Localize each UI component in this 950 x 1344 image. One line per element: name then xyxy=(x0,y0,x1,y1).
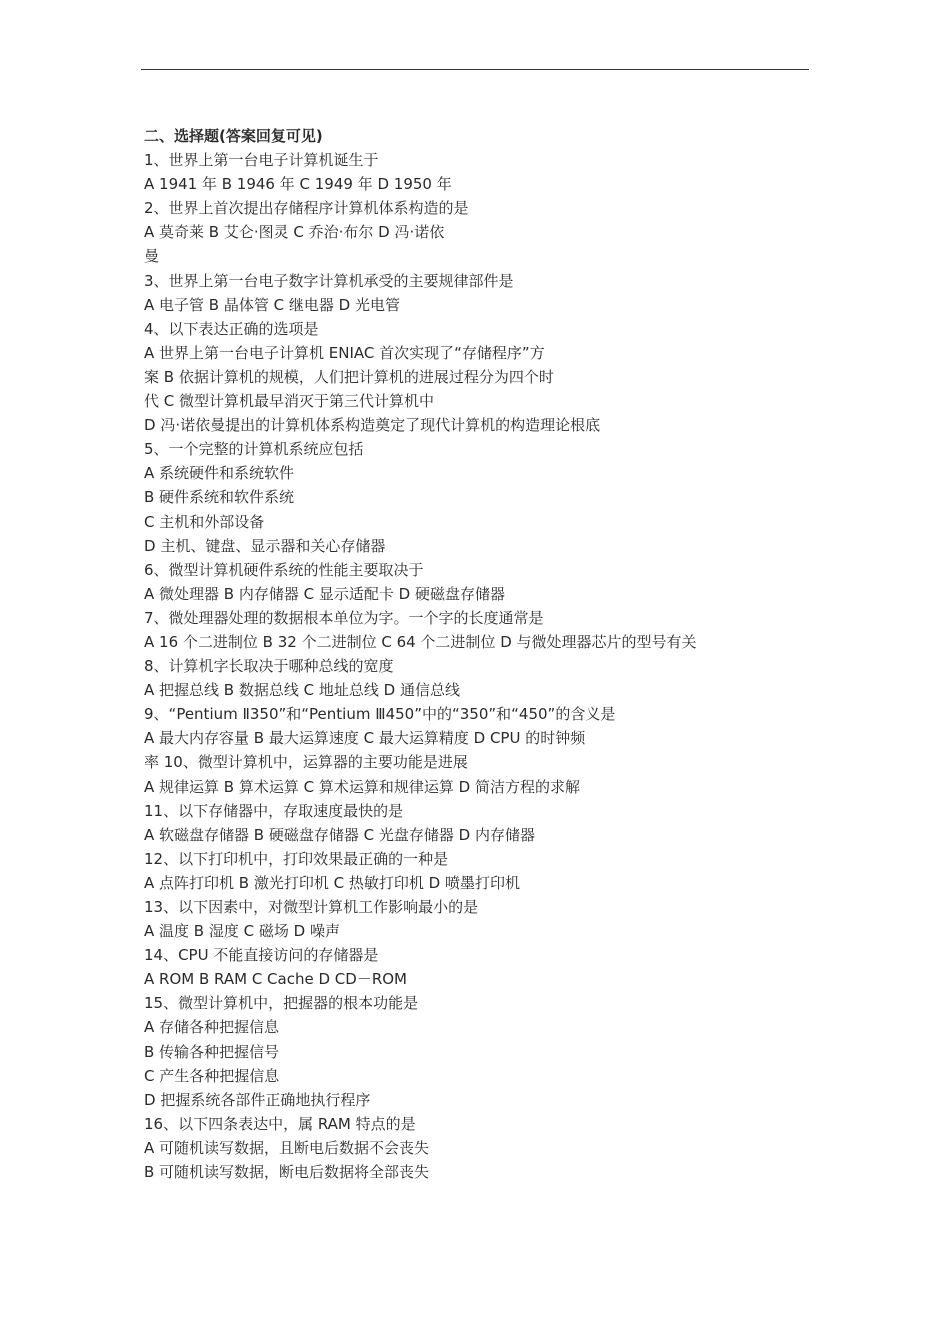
question-line: 6、微型计算机硬件系统的性能主要取决于 xyxy=(144,560,424,579)
question-line: 5、一个完整的计算机系统应包括 xyxy=(144,440,364,459)
options-line: A ROM B RAM C Cache D CD－ROM xyxy=(144,970,407,989)
options-line: A 16 个二进制位 B 32 个二进制位 C 64 个二进制位 D 与微处理器芯片的型号有关 xyxy=(144,632,697,651)
options-line: D 冯·诺依曼提出的计算机体系构造奠定了现代计算机的构造理论根底 xyxy=(144,416,601,435)
question-line: 9、“Pentium Ⅱ350”和“Pentium Ⅲ450”中的“350”和“450”的含义是 xyxy=(144,705,616,724)
question-line: 率 10、微型计算机中，运算器的主要功能是进展 xyxy=(144,753,468,772)
options-line: A 1941 年 B 1946 年 C 1949 年 D 1950 年 xyxy=(144,175,452,194)
options-line: A 软磁盘存储器 B 硬磁盘存储器 C 光盘存储器 D 内存储器 xyxy=(144,825,535,844)
question-line: 7、微处理器处理的数据根本单位为字。一个字的长度通常是 xyxy=(144,608,544,627)
options-line: 案 B 依据计算机的规模，人们把计算机的进展过程分为四个时 xyxy=(144,367,554,386)
question-line: 16、以下四条表达中，属 RAM 特点的是 xyxy=(144,1114,416,1133)
document-body xyxy=(144,124,804,1184)
options-line: A 世界上第一台电子计算机 ENIAC 首次实现了“存储程序”方 xyxy=(144,343,545,362)
question-line: 8、计算机字长取决于哪种总线的宽度 xyxy=(144,657,394,676)
options-line: A 规律运算 B 算术运算 C 算术运算和规律运算 D 简洁方程的求解 xyxy=(144,777,580,796)
options-line: A 把握总线 B 数据总线 C 地址总线 D 通信总线 xyxy=(144,681,460,700)
options-line: B 可随机读写数据，断电后数据将全部丧失 xyxy=(144,1163,430,1182)
options-line: B 传输各种把握信号 xyxy=(144,1042,280,1061)
options-line: D 把握系统各部件正确地执行程序 xyxy=(144,1090,371,1109)
options-line: B 硬件系统和软件系统 xyxy=(144,488,295,507)
options-line: 曼 xyxy=(144,247,160,266)
options-line: C 主机和外部设备 xyxy=(144,512,265,531)
question-line: 14、CPU 不能直接访问的存储器是 xyxy=(144,946,379,965)
header-rule xyxy=(141,69,809,70)
section-heading: 二、选择题(答案回复可见) xyxy=(144,127,323,145)
question-line: 12、以下打印机中，打印效果最正确的一种是 xyxy=(144,849,449,868)
question-line: 15、微型计算机中，把握器的根本功能是 xyxy=(144,994,419,1013)
options-line: C 产生各种把握信息 xyxy=(144,1066,280,1085)
question-line: 4、以下表达正确的选项是 xyxy=(144,319,319,338)
options-line: A 存储各种把握信息 xyxy=(144,1018,280,1037)
options-line: A 温度 B 湿度 C 磁场 D 噪声 xyxy=(144,922,340,941)
options-line: D 主机、键盘、显示器和关心存储器 xyxy=(144,536,386,555)
question-line: 1、世界上第一台电子计算机诞生于 xyxy=(144,151,379,170)
question-line: 13、以下因素中，对微型计算机工作影响最小的是 xyxy=(144,898,479,916)
options-line: A 最大内存容量 B 最大运算速度 C 最大运算精度 D CPU 的时钟频 xyxy=(144,729,586,748)
options-line: A 莫奇莱 B 艾仑·图灵 C 乔治·布尔 D 冯·诺依 xyxy=(144,223,445,242)
options-line: A 点阵打印机 B 激光打印机 C 热敏打印机 D 喷墨打印机 xyxy=(144,873,520,892)
options-line: 代 C 微型计算机最早消灭于第三代计算机中 xyxy=(144,392,435,411)
options-line: A 电子管 B 晶体管 C 继电器 D 光电管 xyxy=(144,295,400,314)
question-line: 2、世界上首次提出存储程序计算机体系构造的是 xyxy=(144,199,469,218)
options-line: A 微处理器 B 内存储器 C 显示适配卡 D 硬磁盘存储器 xyxy=(144,584,505,603)
question-line: 11、以下存储器中，存取速度最快的是 xyxy=(144,801,404,820)
options-line: A 可随机读写数据，且断电后数据不会丧失 xyxy=(144,1138,430,1157)
options-line: A 系统硬件和系统软件 xyxy=(144,464,295,483)
question-line: 3、世界上第一台电子数字计算机承受的主要规律部件是 xyxy=(144,271,514,290)
